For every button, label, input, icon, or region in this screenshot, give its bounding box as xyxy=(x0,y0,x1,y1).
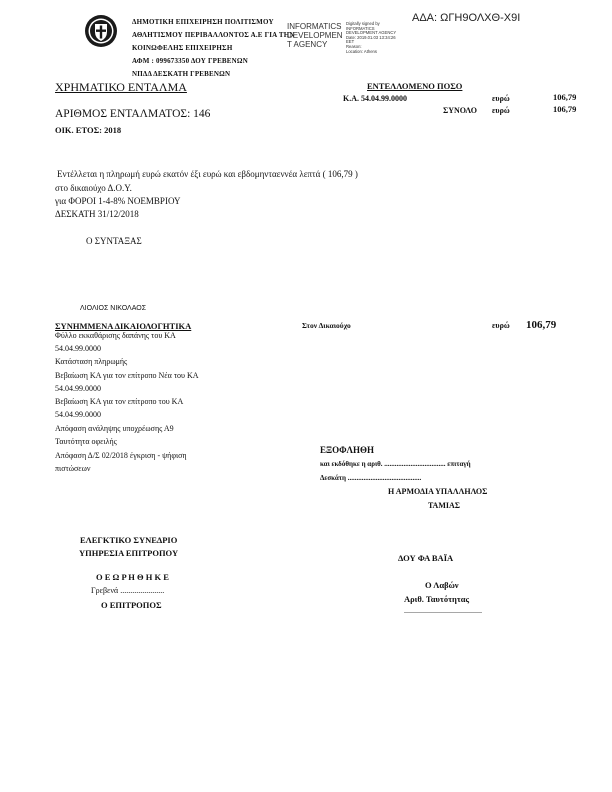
payment-order-text: Εντέλλεται η πληρωμή ευρώ εκατόν έξι ευρώ και εβδομηνταεννέα λεπτά ( 106,79 ) xyxy=(57,169,358,179)
composer-label: Ο ΣΥΝΤΑΞΑΣ xyxy=(86,236,142,246)
org-line-3: ΚΟΙΝΩΦΕΛΗΣ ΕΠΙΧΕΙΡΗΣΗ xyxy=(132,44,233,52)
signature-stamp-line-1: INFORMATICS xyxy=(287,22,342,31)
attached-doc-item: Βεβαίωση ΚΑ για τον επίτροπο Νέα του ΚΑ xyxy=(55,371,199,380)
signature-detail: Reason: xyxy=(346,43,362,49)
document-title: ΧΡΗΜΑΤΙΚΟ ΕΝΤΑΛΜΑ xyxy=(55,80,187,94)
receipt-title: ΔΟΥ ΦΑ ΒΑΪΑ xyxy=(398,553,454,563)
audit-court-title: ΕΛΕΓΚΤΙΚΟ ΣΥΝΕΔΡΙΟ xyxy=(80,535,178,545)
purpose-line: για ΦΟΡΟΙ 1-4-8% ΝΟΕΜΒΡΙΟΥ xyxy=(55,196,181,206)
signature-detail: Location: Athens xyxy=(346,48,377,54)
audit-seen-label: Ο Ε Ω Ρ Η Θ Η Κ Ε xyxy=(96,572,169,582)
beneficiary-line: στο δικαιούχο Δ.Ο.Υ. xyxy=(55,183,132,193)
attached-doc-item: 54.04.99.0000 xyxy=(55,344,101,353)
account-code: Κ.Α. 54.04.99.0000 xyxy=(343,94,407,103)
beneficiary-amount: 106,79 xyxy=(526,319,557,331)
signature-detail: INFORMATICS xyxy=(346,25,375,31)
org-line-2: ΑΘΛΗΤΙΣΜΟΥ ΠΕΡΙΒΑΛΛΟΝΤΟΣ Α.Ε ΓΙΑ ΤΗΝ xyxy=(132,31,295,39)
total-amount: 106,79 xyxy=(553,104,577,114)
attached-doc-item: Απόφαση ανάληψης υποχρέωσης Α9 xyxy=(55,424,174,433)
beneficiary-currency: ευρώ xyxy=(492,321,510,330)
commissioner-label: Ο ΕΠΙΤΡΟΠΟΣ xyxy=(101,600,162,610)
account-currency: ευρώ xyxy=(492,94,510,103)
total-currency: ευρώ xyxy=(492,106,510,115)
attached-doc-item: 54.04.99.0000 xyxy=(55,410,101,419)
id-number-label: Αριθ. Ταυτότητας xyxy=(404,594,470,604)
check-issue-line: και εκδόθηκε η αριθ. ................................... επιταγή xyxy=(320,460,471,468)
attached-doc-item: Βεβαίωση ΚΑ για τον επίτροπο του ΚΑ xyxy=(55,397,184,406)
signature-detail: Digitally signed by xyxy=(346,21,380,26)
signature-stamp-line-3: T AGENCY xyxy=(287,40,328,49)
attached-doc-item: Φύλλο εκκαθάρισης δαπάνης του ΚΑ xyxy=(55,331,176,340)
org-line-5: ΝΠΔΔ ΔΕΣΚΑΤΗ ΓΡΕΒΕΝΩΝ xyxy=(132,70,231,78)
attached-doc-item: 54.04.99.0000 xyxy=(55,384,101,393)
responsible-employee: Η ΑΡΜΟΔΙΑ ΥΠΑΛΛΗΛΟΣ xyxy=(388,487,488,496)
attached-doc-item: Κατάσταση πληρωμής xyxy=(55,357,128,366)
org-line-1: ΔΗΜΟΤΙΚΗ ΕΠΙΧΕΙΡΗΣΗ ΠΟΛΙΤΙΣΜΟΥ xyxy=(132,18,274,26)
signature-detail: EET xyxy=(346,39,355,45)
date-line: ΔΕΣΚΑΤΗ 31/12/2018 xyxy=(55,209,139,219)
attached-doc-item: πιστώσεων xyxy=(55,464,91,473)
receiver-label: Ο Λαβών xyxy=(425,580,459,590)
beneficiary-label: Στον Δικαιούχο xyxy=(302,321,351,330)
voucher-number: ΑΡΙΘΜΟΣ ΕΝΤΑΛΜΑΤΟΣ: 146 xyxy=(55,108,211,120)
id-number-dots: ....................................... xyxy=(404,606,482,615)
org-tax-id: ΑΦΜ : 099673350 ΔΟΥ ΓΡΕΒΕΝΩΝ xyxy=(132,57,248,65)
audit-place-line: Γρεβενά ...................... xyxy=(91,586,165,595)
audit-service-title: ΥΠΗΡΕΣΙΑ ΕΠΙΤΡΟΠΟΥ xyxy=(79,548,179,558)
amount-block-title: ΕΝΤΕΛΛΟΜΕΝΟ ΠΟΣΟ xyxy=(367,81,463,91)
coat-of-arms-emblem-icon xyxy=(84,14,118,48)
payment-place-line: Δεσκάτη .......................................... xyxy=(320,474,422,482)
attached-doc-item: Ταυτότητα οφειλής xyxy=(55,437,117,446)
paid-title: ΕΞΟΦΛΗΘΗ xyxy=(320,445,375,455)
cashier-label: ΤΑΜΙΑΣ xyxy=(428,501,461,510)
account-amount: 106,79 xyxy=(553,92,577,102)
composer-name: ΛΙΟΛΙΟΣ ΝΙΚΟΛΑΟΣ xyxy=(80,305,147,312)
signature-details xyxy=(346,22,396,54)
attached-docs-title: ΣΥΝΗΜΜΕΝΑ ΔΙΚΑΙΟΛΟΓΗΤΙΚΑ xyxy=(55,321,192,331)
total-label: ΣΥΝΟΛΟ xyxy=(443,106,477,115)
signature-detail: Date: 2019.01.03 13:34:26 xyxy=(346,34,396,40)
fiscal-year: ΟΙΚ. ΕΤΟΣ: 2018 xyxy=(55,125,122,135)
ada-code: ΑΔΑ: ΩΓΗ9ΟΛΧΘ-Χ9Ι xyxy=(412,12,521,24)
signature-stamp-line-2: DEVELOPMEN xyxy=(287,31,343,40)
signature-stamp xyxy=(287,22,343,49)
attached-doc-item: Απόφαση Δ/Σ 02/2018 έγκριση - ψήφιση xyxy=(55,451,187,460)
signature-detail: DEVELOPMENT AGENCY xyxy=(346,30,397,36)
